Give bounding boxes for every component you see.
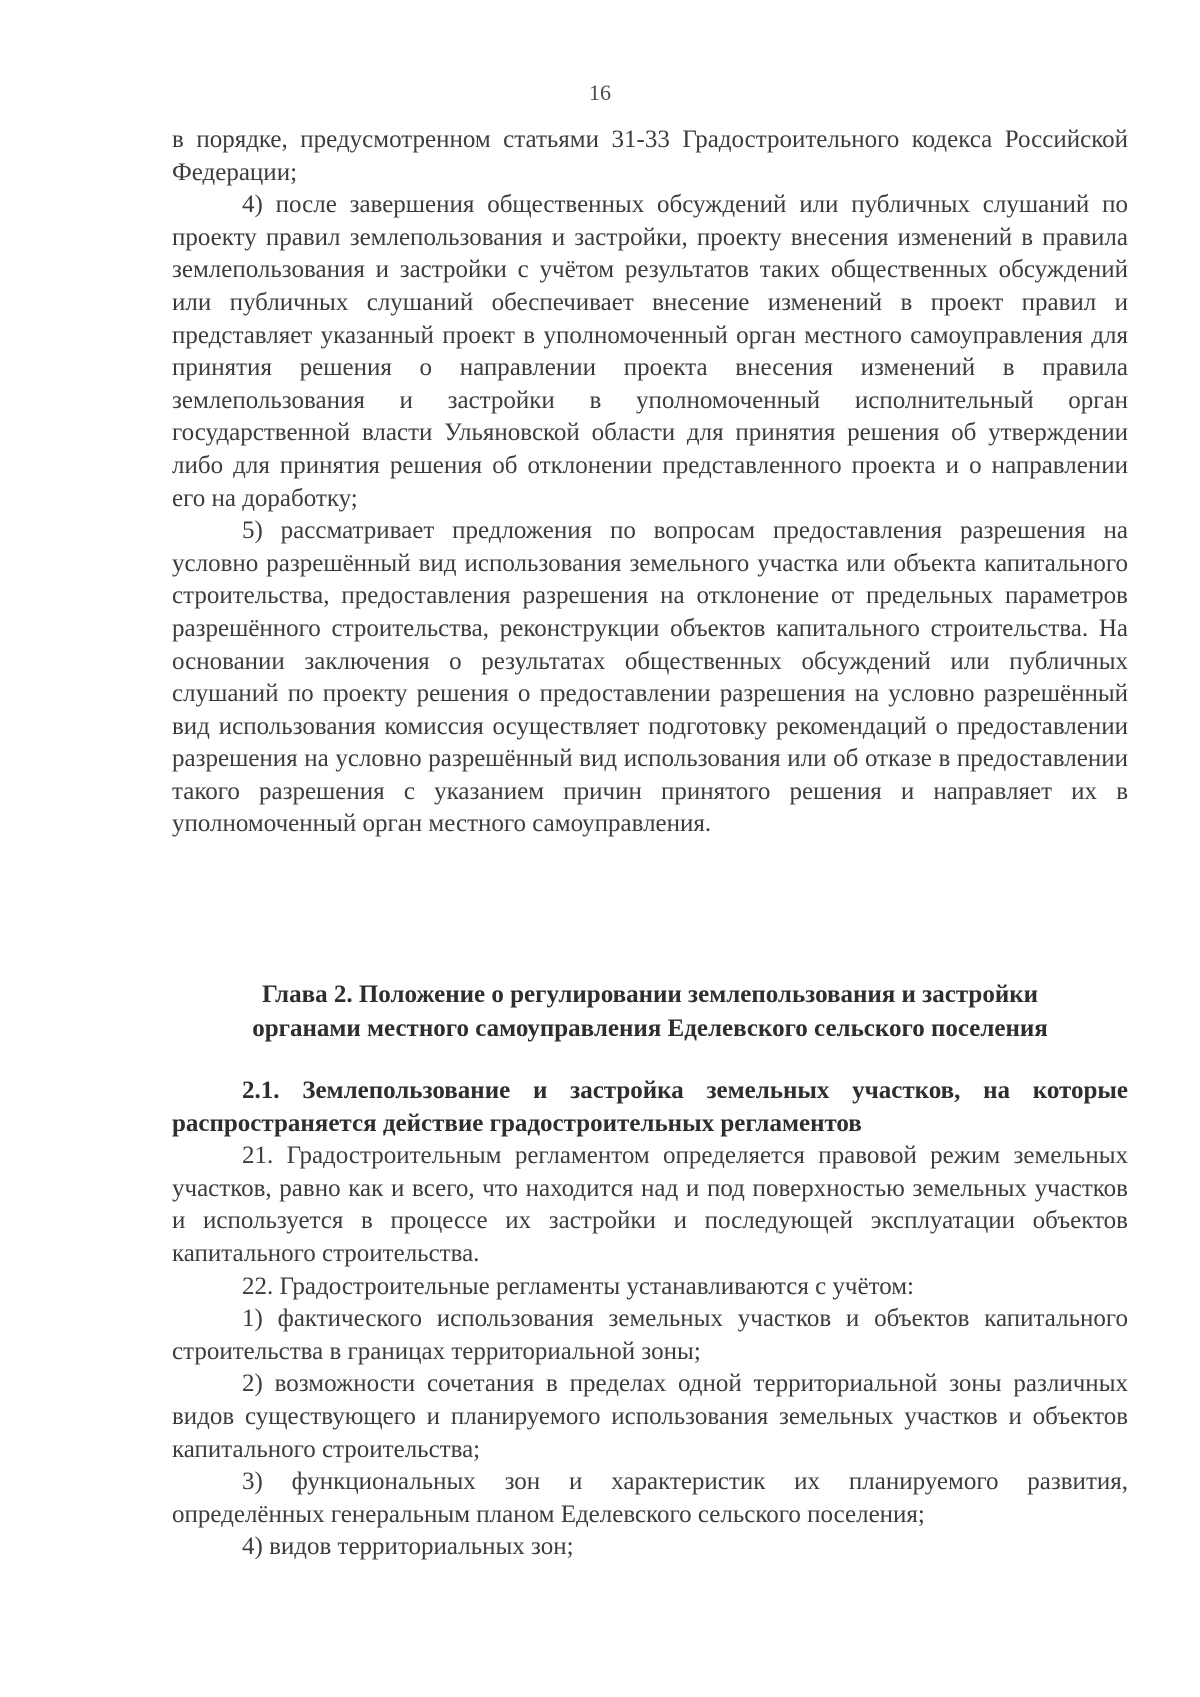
top-text-block bbox=[172, 124, 1128, 841]
paragraph-22: 22. Градостроительные регламенты устанавливаются с учётом: bbox=[242, 1272, 914, 1300]
bottom-text-block bbox=[172, 1075, 1128, 1564]
paragraph-continuation: в порядке, предусмотренном статьями 31-33 Градостроительного кодекса Российской Федерации; bbox=[172, 126, 1128, 186]
chapter-title-line-2: органами местного самоуправления Еделевского сельского поселения bbox=[252, 1015, 1048, 1042]
paragraph-22-item-1: 1) фактического использования земельных участков и объектов капитального строительства в границах территориальной зоны; bbox=[172, 1305, 1128, 1365]
section-heading: 2.1. Землепользование и застройка земельных участков, на которые распространяется действие градостроительных регламентов bbox=[172, 1077, 1128, 1137]
paragraph-22-item-3: 3) функциональных зон и характеристик их планируемого развития, определённых генеральным планом Еделевского сельского поселения; bbox=[172, 1468, 1128, 1528]
paragraph-22-item-4: 4) видов территориальных зон; bbox=[242, 1533, 574, 1561]
page-number: 16 bbox=[589, 80, 611, 105]
paragraph-21: 21. Градостроительным регламентом определяется правовой режим земельных участков, равно как и всего, что находится над и под поверхностью земельных участков и используется в процессе их застройки и последующей эксплуатации объектов капитального строительства. bbox=[172, 1142, 1128, 1267]
paragraph-item-4: 4) после завершения общественных обсуждений или публичных слушаний по проекту правил землепользования и застройки, проекту внесения изменений в правила землепользования и застройки с учётом результатов таких общественных обсуждений или публичных слушаний обеспечивает внесение изменений в проект правил и представляет указанный проект в уполномоченный орган местного самоуправления для принятия решения о направлении проекта внесения изменений в правила землепользования и застройки в уполномоченный исполнительный орган государственной власти Ульяновской области для принятия решения об утверждении либо для принятия решения об отклонении представленного проекта и о направлении его на доработку; bbox=[172, 191, 1128, 512]
chapter-title-line-1: Глава 2. Положение о регулировании землепользования и застройки bbox=[261, 981, 1039, 1008]
paragraph-22-item-2: 2) возможности сочетания в пределах одной территориальной зоны различных видов существующего и планируемого использования земельных участков и объектов капитального строительства; bbox=[172, 1370, 1128, 1463]
chapter-heading bbox=[172, 978, 1128, 1046]
paragraph-item-5: 5) рассматривает предложения по вопросам предоставления разрешения на условно разрешённый вид использования земельного участка или объекта капитального строительства, предоставления разрешения на отклонение от предельных параметров разрешённого строительства, реконструкции объектов капитального строительства. На основании заключения о результатах общественных обсуждений или публичных слушаний по проекту решения о предоставлении разрешения на условно разрешённый вид использования комиссия осуществляет подготовку рекомендаций о предоставлении разрешения на условно разрешённый вид использования или об отказе в предоставлении такого разрешения с указанием причин принятого решения и направляет их в уполномоченный орган местного самоуправления. bbox=[172, 517, 1128, 838]
